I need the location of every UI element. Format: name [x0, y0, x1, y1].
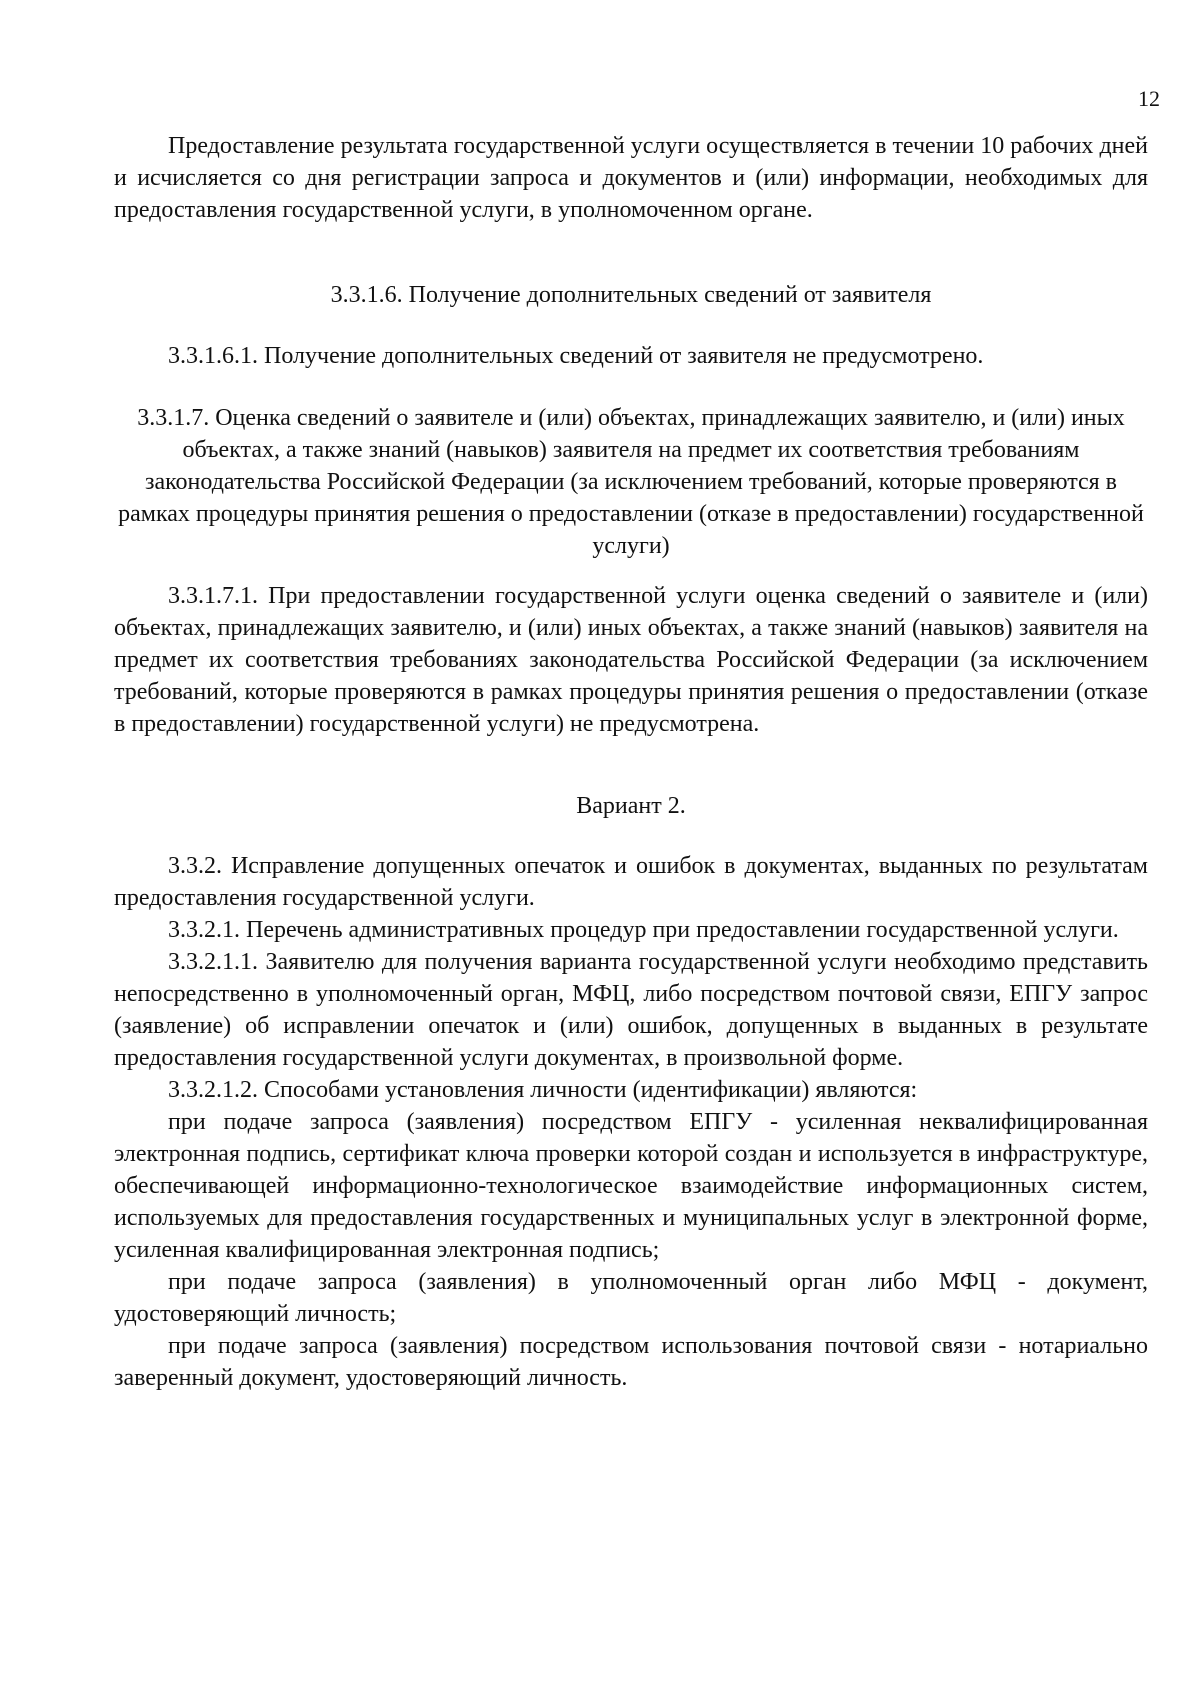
paragraph-assessment-not-provided — [114, 580, 1148, 740]
paragraph-applicant-submission: 3.3.2.1.1. Заявителю для получения варианта государственной услуги необходимо представить непосредственно в уполномоченный орган, МФЦ, либо посредством почтовой связи, ЕПГУ запрос (заявление) об исправлении опечаток и (или) ошибок, допущенных в выданных в результате предоставления государственной услуги документах, в произвольной форме. — [114, 949, 1148, 1071]
paragraph-postal-notarized: при подаче запроса (заявления) посредством использования почтовой связи - нотариально заверенный документ, удостоверяющий личность. — [114, 1333, 1148, 1391]
page-number: 12 — [1138, 86, 1160, 111]
paragraph-correction-of-errors: 3.3.2. Исправление допущенных опечаток и ошибок в документах, выданных по результатам предоставления государственной услуги. — [114, 853, 1148, 911]
heading-variant-2: Вариант 2. — [576, 793, 686, 819]
heading-applicant-assessment: 3.3.1.7. Оценка сведений о заявителе и (или) объектах, принадлежащих заявителю, и (или) иных объектах, а также знаний (навыков) заявителя на предмет их соответствия требованиям законодательства Российской Федерации (за исключением требований, которые проверяются в рамках процедуры принятия решения о предоставлении (отказе в предоставлении) государственной услуги) — [118, 405, 1144, 559]
heading-additional-info: 3.3.1.6. Получение дополнительных сведений от заявителя — [330, 282, 932, 308]
paragraph-mfc-document: при подаче запроса (заявления) в уполномоченный орган либо МФЦ - документ, удостоверяющий личность; — [114, 1269, 1148, 1327]
paragraph-additional-info-not-provided — [114, 340, 1148, 372]
section-variant-2-body — [114, 850, 1148, 1394]
paragraph-procedure-list: 3.3.2.1. Перечень административных процедур при предоставлении государственной услуги. — [168, 917, 1119, 943]
paragraph-text: 3.3.1.6.1. Получение дополнительных сведений от заявителя не предусмотрено. — [168, 343, 984, 369]
paragraph-result-delivery — [114, 130, 1148, 226]
paragraph-identification-methods: 3.3.2.1.2. Способами установления личности (идентификации) являются: — [168, 1077, 918, 1103]
paragraph-text: 3.3.1.7.1. При предоставлении государственной услуги оценка сведений о заявителе и (или) объектах, принадлежащих заявителю, и (или) иных объектах, а также знаний (навыков) заявителя на предмет их соответствия требованиях законодательства Российской Федерации (за исключением требований, которые проверяются в рамках процедуры принятия решения о предоставлении (отказе в предоставлении) государственной услуги) не предусмотрена. — [114, 583, 1148, 737]
paragraph-epgu-signature: при подаче запроса (заявления) посредством ЕПГУ - усиленная неквалифицированная электронная подпись, сертификат ключа проверки которой создан и используется в инфраструктуре, обеспечивающей информационно-технологическое взаимодействие информационных систем, используемых для предоставления государственных и муниципальных услуг в электронной форме, усиленная квалифицированная электронная подпись; — [114, 1109, 1148, 1263]
paragraph-text: Предоставление результата государственной услуги осуществляется в течении 10 рабочих дней и исчисляется со дня регистрации запроса и документов и (или) информации, необходимых для предоставления государственной услуги, в уполномоченном органе. — [114, 133, 1148, 223]
